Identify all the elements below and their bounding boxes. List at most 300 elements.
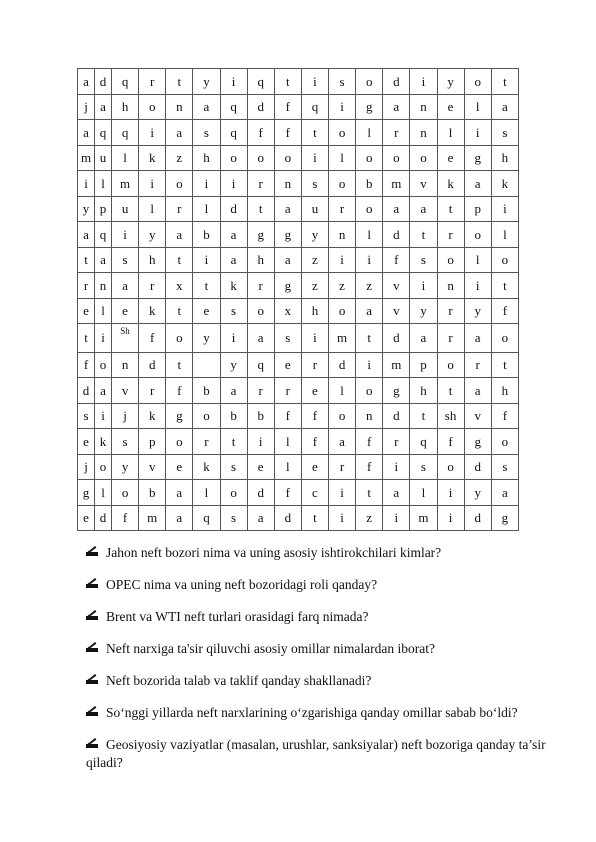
grid-cell: q <box>193 505 220 531</box>
grid-cell: z <box>356 273 383 299</box>
grid-cell: o <box>329 171 356 197</box>
grid-cell: a <box>410 324 437 353</box>
grid-cell: o <box>193 403 220 429</box>
grid-cell: k <box>437 171 464 197</box>
grid-cell: i <box>491 196 518 222</box>
grid-row <box>78 429 519 455</box>
grid-cell: m <box>383 171 410 197</box>
grid-cell: o <box>437 454 464 480</box>
question-item <box>86 736 546 772</box>
grid-cell: o <box>139 94 166 120</box>
question-item <box>86 672 546 690</box>
grid-cell: t <box>491 273 518 299</box>
grid-cell: o <box>437 352 464 378</box>
grid-cell: k <box>193 454 220 480</box>
grid-cell: s <box>193 120 220 146</box>
grid-cell: b <box>220 403 247 429</box>
grid-row <box>78 196 519 222</box>
grid-cell: d <box>95 505 112 531</box>
grid-cell: t <box>437 378 464 404</box>
grid-cell: q <box>112 120 139 146</box>
grid-cell: q <box>95 120 112 146</box>
question-item <box>86 608 546 626</box>
grid-cell: s <box>301 171 328 197</box>
grid-cell: l <box>95 171 112 197</box>
question-text: Brent va WTI neft turlari orasidagi farq nimada? <box>106 609 369 624</box>
grid-cell: g <box>356 94 383 120</box>
grid-cell: s <box>491 120 518 146</box>
grid-cell <box>193 352 220 378</box>
grid-cell: y <box>112 454 139 480</box>
grid-cell: r <box>329 196 356 222</box>
grid-cell: t <box>356 480 383 506</box>
grid-cell: a <box>166 505 193 531</box>
grid-cell: y <box>464 298 491 324</box>
grid-cell: i <box>329 94 356 120</box>
grid-cell: m <box>78 145 95 171</box>
grid-cell: a <box>166 222 193 248</box>
grid-cell: o <box>356 69 383 95</box>
question-text: Geosiyosiy vaziyatlar (masalan, urushlar, sanksiyalar) neft bozoriga qanday ta’sir qiladi? <box>86 737 546 770</box>
grid-cell: e <box>274 352 301 378</box>
question-item <box>86 704 546 722</box>
grid-cell: i <box>329 480 356 506</box>
grid-cell: r <box>166 196 193 222</box>
grid-cell: q <box>95 222 112 248</box>
grid-cell: a <box>247 324 274 353</box>
grid-cell: o <box>166 429 193 455</box>
grid-cell: s <box>329 69 356 95</box>
grid-row <box>78 273 519 299</box>
grid-cell: j <box>112 403 139 429</box>
grid-cell: l <box>274 429 301 455</box>
grid-cell: s <box>112 247 139 273</box>
grid-cell: r <box>437 324 464 353</box>
grid-cell: f <box>112 505 139 531</box>
grid-cell: d <box>383 222 410 248</box>
grid-cell: h <box>247 247 274 273</box>
grid-cell: h <box>491 145 518 171</box>
grid-cell: d <box>383 324 410 353</box>
grid-cell: v <box>139 454 166 480</box>
grid-cell: i <box>112 222 139 248</box>
grid-cell: r <box>139 273 166 299</box>
grid-cell: r <box>193 429 220 455</box>
question-text: Neft bozorida talab va taklif qanday shakllanadi? <box>106 673 372 688</box>
grid-cell: o <box>329 120 356 146</box>
grid-cell: z <box>301 247 328 273</box>
grid-cell: t <box>491 352 518 378</box>
grid-cell: i <box>383 454 410 480</box>
grid-cell: d <box>464 505 491 531</box>
grid-cell: g <box>247 222 274 248</box>
grid-cell: d <box>139 352 166 378</box>
grid-cell: r <box>247 171 274 197</box>
grid-cell: p <box>410 352 437 378</box>
grid-cell: n <box>95 273 112 299</box>
grid-cell: e <box>112 298 139 324</box>
grid-cell: z <box>329 273 356 299</box>
grid-cell: i <box>437 480 464 506</box>
grid-cell: o <box>491 324 518 353</box>
grid-cell: i <box>464 120 491 146</box>
grid-cell: e <box>247 454 274 480</box>
grid-cell: o <box>247 298 274 324</box>
grid-cell: f <box>166 378 193 404</box>
grid-cell: o <box>356 378 383 404</box>
grid-cell: q <box>247 352 274 378</box>
grid-cell: t <box>78 324 95 353</box>
question-text: Jahon neft bozori nima va uning asosiy ishtirokchilari kimlar? <box>106 545 442 560</box>
grid-cell: d <box>247 94 274 120</box>
grid-cell: n <box>437 273 464 299</box>
grid-cell: a <box>78 222 95 248</box>
grid-cell: k <box>139 403 166 429</box>
grid-cell: a <box>491 94 518 120</box>
grid-cell: d <box>464 454 491 480</box>
grid-cell: q <box>247 69 274 95</box>
grid-cell: d <box>383 403 410 429</box>
grid-cell: z <box>356 505 383 531</box>
grid-cell: e <box>437 94 464 120</box>
grid-cell: q <box>410 429 437 455</box>
grid-cell: y <box>410 298 437 324</box>
grid-cell: a <box>78 69 95 95</box>
grid-cell: o <box>220 480 247 506</box>
grid-cell: f <box>301 429 328 455</box>
grid-cell: i <box>437 505 464 531</box>
grid-cell: p <box>464 196 491 222</box>
grid-cell: i <box>139 171 166 197</box>
grid-cell: o <box>437 247 464 273</box>
pencil-icon <box>86 608 99 626</box>
grid-row <box>78 222 519 248</box>
word-search-grid <box>77 68 519 531</box>
grid-cell: i <box>356 352 383 378</box>
grid-cell: o <box>491 429 518 455</box>
pencil-icon <box>86 544 99 562</box>
grid-cell: i <box>193 247 220 273</box>
grid-cell: s <box>410 454 437 480</box>
grid-cell: k <box>139 298 166 324</box>
grid-cell: t <box>78 247 95 273</box>
grid-cell: t <box>166 352 193 378</box>
grid-cell: i <box>410 273 437 299</box>
grid-cell: a <box>383 480 410 506</box>
grid-row <box>78 352 519 378</box>
grid-cell: l <box>95 298 112 324</box>
grid-cell: y <box>220 352 247 378</box>
question-text: OPEC nima va uning neft bozoridagi roli qanday? <box>106 577 378 592</box>
grid-cell: a <box>166 120 193 146</box>
grid-cell: i <box>329 247 356 273</box>
grid-cell: n <box>274 171 301 197</box>
grid-cell: o <box>410 145 437 171</box>
grid-cell: i <box>220 69 247 95</box>
grid-cell: o <box>464 222 491 248</box>
grid-row <box>78 171 519 197</box>
grid-cell: r <box>383 120 410 146</box>
grid-cell: a <box>491 480 518 506</box>
grid-cell: e <box>166 454 193 480</box>
pencil-icon <box>86 736 99 754</box>
question-item <box>86 576 546 594</box>
grid-cell: o <box>329 298 356 324</box>
grid-cell: r <box>437 222 464 248</box>
grid-cell: t <box>437 196 464 222</box>
grid-cell: o <box>166 324 193 353</box>
question-list <box>86 544 546 786</box>
grid-row <box>78 94 519 120</box>
grid-cell: b <box>193 378 220 404</box>
grid-row <box>78 324 519 353</box>
grid-row <box>78 505 519 531</box>
grid-cell: f <box>274 403 301 429</box>
grid-cell: f <box>356 454 383 480</box>
grid-cell: i <box>78 171 95 197</box>
grid-cell: l <box>437 120 464 146</box>
grid-cell: a <box>78 120 95 146</box>
grid-cell: f <box>274 480 301 506</box>
grid-cell: r <box>274 378 301 404</box>
grid-cell: v <box>383 273 410 299</box>
grid-cell: i <box>247 429 274 455</box>
grid-cell: r <box>139 69 166 95</box>
grid-cell: f <box>78 352 95 378</box>
grid-cell: o <box>356 196 383 222</box>
grid-cell: c <box>301 480 328 506</box>
grid-cell: i <box>464 273 491 299</box>
grid-cell: e <box>193 298 220 324</box>
grid-cell: t <box>166 247 193 273</box>
grid-cell: t <box>410 222 437 248</box>
grid-cell: e <box>437 145 464 171</box>
grid-cell: t <box>301 505 328 531</box>
grid-cell: i <box>383 505 410 531</box>
grid-cell: r <box>437 298 464 324</box>
grid-cell: q <box>220 120 247 146</box>
grid-cell: l <box>193 196 220 222</box>
grid-cell: t <box>356 324 383 353</box>
grid-cell: a <box>383 196 410 222</box>
pencil-icon <box>86 672 99 690</box>
grid-row <box>78 454 519 480</box>
grid-cell: d <box>329 352 356 378</box>
grid-cell: i <box>301 69 328 95</box>
grid-cell: a <box>95 378 112 404</box>
word-search-body <box>78 69 519 531</box>
grid-cell: i <box>95 324 112 353</box>
grid-cell: l <box>139 196 166 222</box>
grid-cell: a <box>220 378 247 404</box>
grid-cell: z <box>301 273 328 299</box>
grid-cell: a <box>383 94 410 120</box>
grid-cell: y <box>464 480 491 506</box>
grid-cell: f <box>274 120 301 146</box>
grid-cell: f <box>437 429 464 455</box>
grid-cell: a <box>166 480 193 506</box>
grid-cell: f <box>356 429 383 455</box>
grid-cell: n <box>356 403 383 429</box>
grid-cell: l <box>491 222 518 248</box>
grid-row <box>78 145 519 171</box>
grid-row <box>78 69 519 95</box>
grid-cell: f <box>139 324 166 353</box>
grid-cell: o <box>329 403 356 429</box>
grid-cell: t <box>491 69 518 95</box>
grid-row <box>78 403 519 429</box>
grid-cell: r <box>301 352 328 378</box>
grid-cell: l <box>410 480 437 506</box>
grid-cell: o <box>274 145 301 171</box>
grid-cell: o <box>247 145 274 171</box>
grid-cell: t <box>301 120 328 146</box>
grid-cell: x <box>166 273 193 299</box>
grid-row <box>78 298 519 324</box>
grid-cell: f <box>247 120 274 146</box>
grid-cell: d <box>220 196 247 222</box>
grid-cell: g <box>464 145 491 171</box>
grid-cell: k <box>139 145 166 171</box>
grid-cell: x <box>274 298 301 324</box>
grid-cell: y <box>437 69 464 95</box>
grid-cell: n <box>112 352 139 378</box>
grid-cell: o <box>383 145 410 171</box>
grid-cell: a <box>220 222 247 248</box>
grid-cell: h <box>491 378 518 404</box>
grid-cell: a <box>95 247 112 273</box>
grid-cell: d <box>95 69 112 95</box>
grid-cell: r <box>329 454 356 480</box>
grid-cell: s <box>491 454 518 480</box>
grid-cell: r <box>139 378 166 404</box>
grid-cell: t <box>274 69 301 95</box>
grid-cell: i <box>329 505 356 531</box>
grid-cell: i <box>356 247 383 273</box>
grid-cell: a <box>274 196 301 222</box>
grid-cell: i <box>220 171 247 197</box>
grid-cell: s <box>78 403 95 429</box>
grid-cell: j <box>78 94 95 120</box>
grid-cell: a <box>464 378 491 404</box>
grid-cell: l <box>356 222 383 248</box>
grid-cell: a <box>274 247 301 273</box>
pencil-icon <box>86 640 99 658</box>
grid-cell: o <box>166 171 193 197</box>
grid-cell: h <box>301 298 328 324</box>
question-text: So‘nggi yillarda neft narxlarining o‘zgarishiga qanday omillar sabab bo‘ldi? <box>106 705 518 720</box>
grid-cell: u <box>112 196 139 222</box>
grid-cell: l <box>356 120 383 146</box>
grid-cell: a <box>193 94 220 120</box>
grid-cell: s <box>112 429 139 455</box>
grid-cell: d <box>383 69 410 95</box>
grid-cell: g <box>166 403 193 429</box>
grid-cell: f <box>274 94 301 120</box>
grid-cell: g <box>274 273 301 299</box>
grid-cell: l <box>464 94 491 120</box>
grid-cell: o <box>95 454 112 480</box>
grid-cell: r <box>247 378 274 404</box>
grid-cell: g <box>464 429 491 455</box>
grid-cell: h <box>139 247 166 273</box>
pencil-icon <box>86 704 99 722</box>
grid-cell: f <box>491 403 518 429</box>
grid-cell: a <box>464 171 491 197</box>
grid-cell: a <box>220 247 247 273</box>
grid-cell: y <box>78 196 95 222</box>
grid-cell: a <box>112 273 139 299</box>
grid-cell: m <box>329 324 356 353</box>
grid-cell: k <box>220 273 247 299</box>
grid-cell: l <box>274 454 301 480</box>
grid-cell: v <box>410 171 437 197</box>
grid-cell: y <box>193 324 220 353</box>
grid-cell: d <box>274 505 301 531</box>
grid-cell: d <box>78 378 95 404</box>
grid-cell: s <box>410 247 437 273</box>
grid-cell: f <box>301 403 328 429</box>
grid-cell: e <box>78 505 95 531</box>
grid-cell: sh <box>437 403 464 429</box>
grid-cell: k <box>95 429 112 455</box>
grid-cell: a <box>410 196 437 222</box>
grid-cell: t <box>166 298 193 324</box>
grid-cell: r <box>247 273 274 299</box>
grid-cell: q <box>301 94 328 120</box>
grid-cell: a <box>95 94 112 120</box>
grid-cell: e <box>78 298 95 324</box>
grid-cell: q <box>112 69 139 95</box>
grid-cell: y <box>139 222 166 248</box>
grid-cell: s <box>220 298 247 324</box>
grid-cell: g <box>383 378 410 404</box>
grid-cell: t <box>166 69 193 95</box>
grid-cell: v <box>464 403 491 429</box>
grid-cell: h <box>410 378 437 404</box>
grid-cell: o <box>464 69 491 95</box>
grid-cell: e <box>301 454 328 480</box>
grid-cell: i <box>193 171 220 197</box>
grid-cell: m <box>410 505 437 531</box>
grid-cell: u <box>301 196 328 222</box>
grid-cell: o <box>112 480 139 506</box>
grid-cell: r <box>464 352 491 378</box>
grid-cell: s <box>274 324 301 353</box>
grid-cell: l <box>112 145 139 171</box>
grid-cell: l <box>95 480 112 506</box>
question-item <box>86 544 546 562</box>
grid-cell: g <box>78 480 95 506</box>
grid-cell: s <box>220 505 247 531</box>
grid-cell: b <box>356 171 383 197</box>
grid-cell: n <box>329 222 356 248</box>
grid-cell: b <box>193 222 220 248</box>
grid-cell: p <box>95 196 112 222</box>
grid-cell: h <box>112 94 139 120</box>
grid-cell: e <box>301 378 328 404</box>
grid-cell: v <box>112 378 139 404</box>
question-item <box>86 640 546 658</box>
grid-cell: i <box>301 324 328 353</box>
grid-cell: d <box>247 480 274 506</box>
grid-cell: g <box>491 505 518 531</box>
grid-cell: o <box>220 145 247 171</box>
grid-cell: f <box>491 298 518 324</box>
grid-cell: t <box>410 403 437 429</box>
grid-cell: p <box>139 429 166 455</box>
question-text: Neft narxiga ta'sir qiluvchi asosiy omillar nimalardan iborat? <box>106 641 435 656</box>
